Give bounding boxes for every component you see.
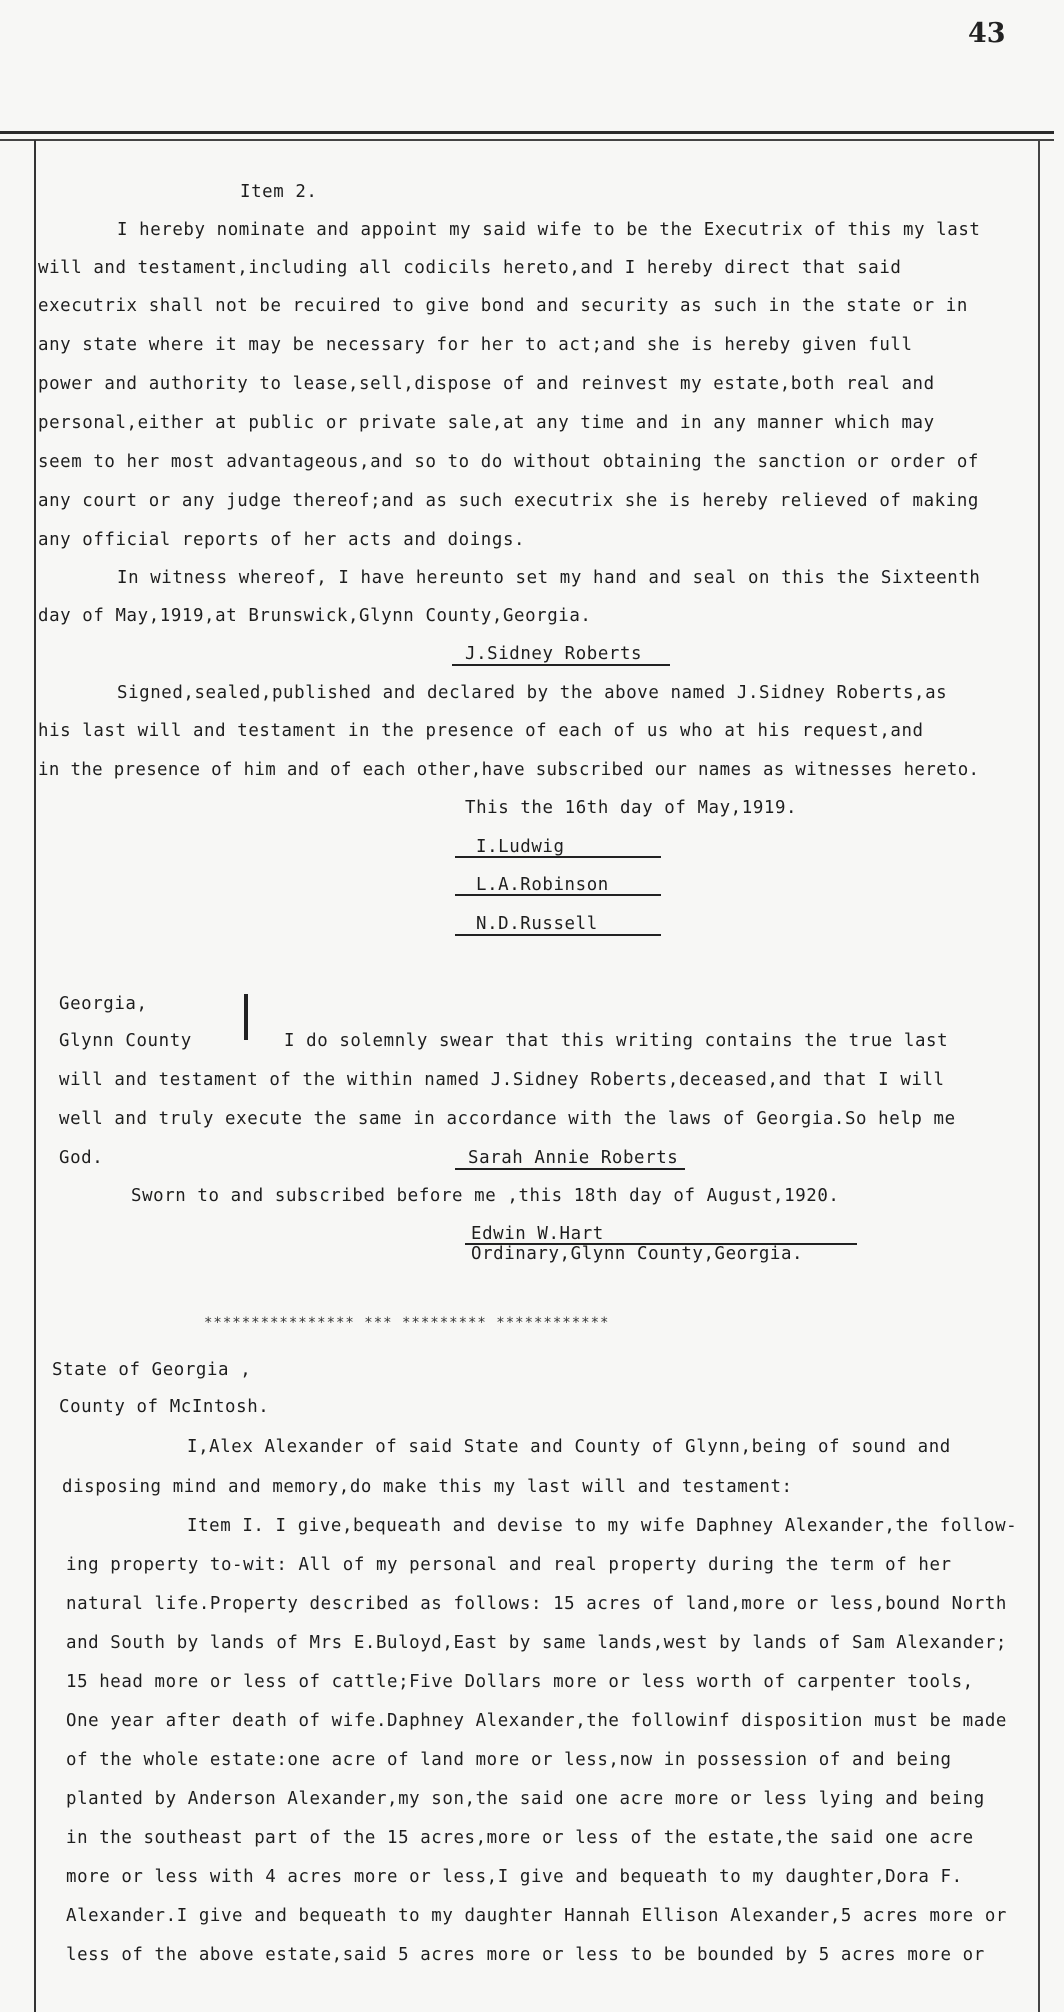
- item2-line: I hereby nominate and appoint my said wife to be the Executrix of this my last: [117, 220, 981, 240]
- attestation-date: This the 16th day of May,1919.: [465, 798, 798, 818]
- attestation-line: Signed,sealed,published and declared by the above named J.Sidney Roberts,as: [117, 683, 948, 703]
- item2-heading: Item 2.: [240, 182, 318, 202]
- item1-line: ing property to-wit: All of my personal and real property during the term of her: [66, 1555, 952, 1575]
- item2-line: will and testament,including all codicils hereto,and I hereby direct that said: [38, 258, 902, 278]
- caption-bracket: [244, 994, 248, 1040]
- ordinary-signature: Edwin W.Hart: [471, 1224, 604, 1244]
- oath-line: God.: [59, 1148, 104, 1168]
- item1-line: Item I. I give,bequeath and devise to my wife Daphney Alexander,the follow-: [187, 1516, 1018, 1536]
- signature-line: [455, 934, 661, 936]
- item2-line: executrix shall not be recuired to give bond and security as such in the state or in: [38, 296, 968, 316]
- item1-line: in the southeast part of the 15 acres,more or less of the estate,the said one acre: [66, 1828, 974, 1848]
- item1-line: natural life.Property described as follows: 15 acres of land,more or less,bound North: [66, 1594, 1007, 1614]
- attestation-line: in the presence of him and of each other,have subscribed our names as witnesses hereto.: [38, 760, 980, 780]
- page-number: 43: [968, 18, 1006, 49]
- item1-line: more or less with 4 acres more or less,I give and bequeath to my daughter,Dora F.: [66, 1867, 963, 1887]
- item1-line: Alexander.I give and bequeath to my daughter Hannah Ellison Alexander,5 acres more or: [66, 1906, 1007, 1926]
- oath-line: I do solemnly swear that this writing contains the true last: [284, 1031, 949, 1051]
- witness-signature: N.D.Russell: [476, 914, 598, 934]
- signature-line: [452, 664, 670, 666]
- item2-line: any court or any judge thereof;and as such executrix she is hereby relieved of making: [38, 491, 979, 511]
- right-margin-line: [1038, 140, 1040, 2012]
- witness-signature: I.Ludwig: [476, 837, 565, 857]
- signature-line: [455, 894, 661, 896]
- item2-line: seem to her most advantageous,and so to do without obtaining the sanction or order of: [38, 452, 979, 472]
- attestation-line: his last will and testament in the presence of each of us who at his request,and: [38, 721, 924, 741]
- signature-line: [455, 1168, 685, 1170]
- executrix-signature: Sarah Annie Roberts: [468, 1148, 679, 1168]
- left-margin-line: [34, 140, 36, 2012]
- section-separator: **************** *** ********* ************: [204, 1315, 610, 1331]
- item1-line: and South by lands of Mrs E.Buloyd,East by same lands,west by lands of Sam Alexander;: [66, 1633, 1007, 1653]
- item2-line: any state where it may be necessary for her to act;and she is hereby given full: [38, 335, 913, 355]
- ordinary-title: Ordinary,Glynn County,Georgia.: [471, 1244, 804, 1264]
- item1-line: of the whole estate:one acre of land more or less,now in possession of and being: [66, 1750, 952, 1770]
- item1-line: 15 head more or less of cattle;Five Dollars more or less worth of carpenter tools,: [66, 1672, 974, 1692]
- signature-line: [455, 856, 661, 858]
- header-rule-lower: [0, 139, 1054, 141]
- item2-line: power and authority to lease,sell,dispose of and reinvest my estate,both real and: [38, 374, 935, 394]
- witness-line: day of May,1919,at Brunswick,Glynn County,Georgia.: [38, 606, 592, 626]
- will-intro-line: I,Alex Alexander of said State and County of Glynn,being of sound and: [187, 1437, 951, 1457]
- testator-signature: J.Sidney Roberts: [465, 644, 643, 664]
- will-county: County of McIntosh.: [59, 1397, 270, 1417]
- item2-line: personal,either at public or private sale,at any time and in any manner which may: [38, 413, 935, 433]
- witness-line: In witness whereof, I have hereunto set my hand and seal on this the Sixteenth: [117, 568, 981, 588]
- header-rule: [0, 131, 1054, 134]
- item1-line: less of the above estate,said 5 acres more or less to be bounded by 5 acres more or: [66, 1945, 985, 1965]
- sworn-line: Sworn to and subscribed before me ,this 18th day of August,1920.: [131, 1186, 840, 1206]
- oath-line: well and truly execute the same in accordance with the laws of Georgia.So help me: [59, 1109, 956, 1129]
- oath-state: Georgia,: [59, 994, 148, 1014]
- will-intro-line: disposing mind and memory,do make this my last will and testament:: [62, 1477, 793, 1497]
- oath-line: will and testament of the within named J.Sidney Roberts,deceased,and that I will: [59, 1070, 945, 1090]
- oath-county: Glynn County: [59, 1031, 192, 1051]
- item1-line: planted by Anderson Alexander,my son,the said one acre more or less lying and being: [66, 1789, 985, 1809]
- item2-line: any official reports of her acts and doings.: [38, 530, 526, 550]
- will-state: State of Georgia ,: [52, 1360, 252, 1380]
- witness-signature: L.A.Robinson: [476, 875, 609, 895]
- item1-line: One year after death of wife.Daphney Alexander,the followinf disposition must be made: [66, 1711, 1007, 1731]
